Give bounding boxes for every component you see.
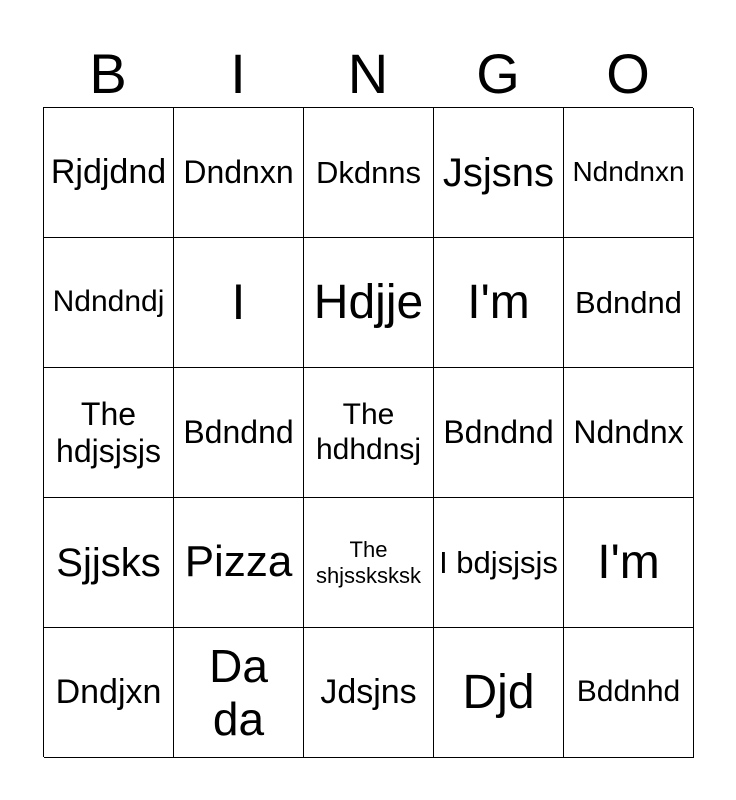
header-letter-g: G <box>476 42 520 105</box>
bingo-cell <box>434 368 564 498</box>
bingo-cell <box>174 238 304 368</box>
bingo-cell <box>174 108 304 238</box>
cell-text: I'm <box>467 275 530 329</box>
cell-text: Djd <box>462 665 535 719</box>
bingo-cell <box>174 498 304 628</box>
bingo-cell <box>564 628 694 758</box>
bingo-cell <box>304 368 434 498</box>
bingo-cell <box>44 628 174 758</box>
cell-text: Ndndndj <box>52 285 165 319</box>
bingo-cell <box>44 368 174 498</box>
cell-text: Bddnhd <box>576 675 681 709</box>
bingo-cell <box>44 238 174 368</box>
cell-text: Sjjsks <box>56 540 161 585</box>
bingo-cell <box>174 368 304 498</box>
bingo-cell <box>434 108 564 238</box>
cell-text: Da da <box>209 639 268 745</box>
cell-text: Rjdjdnd <box>50 152 167 191</box>
bingo-cell <box>564 368 694 498</box>
header-letter-b: B <box>89 42 127 105</box>
cell-text: I'm <box>597 535 660 589</box>
header-letter-i: I <box>230 42 246 105</box>
header-letter-o: O <box>606 42 650 105</box>
cell-text: Dndnxn <box>183 154 294 191</box>
bingo-cell <box>564 108 694 238</box>
cell-text: The shjssksksk <box>315 537 422 588</box>
cell-text: Dkdnns <box>315 154 422 190</box>
cell-text: Jsjsns <box>442 150 555 195</box>
cell-text: The hdhdnsj <box>315 398 422 466</box>
cell-text: The hdjsjsjs <box>56 395 161 469</box>
header-letter-n: N <box>347 42 389 105</box>
bingo-board <box>43 107 693 757</box>
bingo-cell <box>434 628 564 758</box>
bingo-cell <box>434 498 564 628</box>
bingo-cell <box>564 498 694 628</box>
cell-text: Bdndnd <box>575 284 682 320</box>
bingo-cell <box>44 498 174 628</box>
cell-text: Ndndnx <box>573 414 684 451</box>
cell-text: Hdjje <box>313 275 424 329</box>
cell-text: I <box>231 273 246 330</box>
bingo-cell <box>304 238 434 368</box>
bingo-cell <box>304 108 434 238</box>
cell-text: Jdsjns <box>320 672 417 711</box>
bingo-cell <box>434 238 564 368</box>
cell-text: Bdndnd <box>183 414 294 451</box>
bingo-cell <box>304 498 434 628</box>
cell-text: Dndjxn <box>55 672 162 711</box>
bingo-cell <box>44 108 174 238</box>
cell-text: Pizza <box>184 537 293 587</box>
bingo-cell <box>304 628 434 758</box>
bingo-cell <box>564 238 694 368</box>
cell-text: I bdjsjsjs <box>439 544 558 580</box>
bingo-cell <box>174 628 304 758</box>
bingo-header <box>43 40 693 108</box>
cell-text: Bdndnd <box>443 414 554 451</box>
cell-text: Ndndnxn <box>572 156 685 188</box>
